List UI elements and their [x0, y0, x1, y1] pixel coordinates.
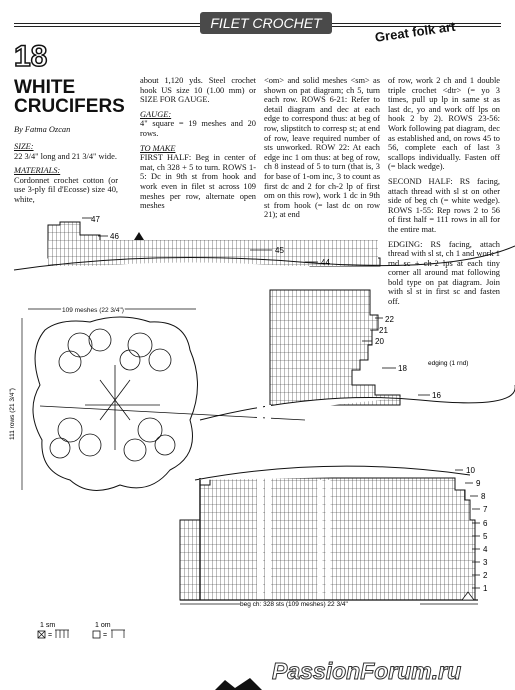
size-heading: SIZE:: [14, 142, 34, 151]
gauge-text: 4" square = 19 meshes and 20 rows.: [140, 119, 256, 138]
row-number-47: 47: [91, 215, 100, 224]
stitch-legend: [38, 622, 125, 639]
rows-23-56-text: of row, work 2 ch and 1 double triple crochet <dtr> (= yo 3 times, pull up lp in same st as last dc, yo and work off lps on hook 2 by 2). ROWS 23-56: Work following pat diagram, dec as established and, on rows 45 to 56, complete each of last 3 scallops individually. Fasten off (= black wedge).: [388, 76, 500, 172]
materials-text: Cordonnet crochet cotton (or use 3-ply fil d'Ecosse) size 40, white,: [14, 175, 118, 204]
legend-sm-eq: =: [48, 632, 53, 639]
legend-om-label: 1 om: [95, 622, 111, 629]
size-text: 22 3/4" long and 21 3/4" wide.: [14, 151, 117, 161]
row-number-21: 21: [379, 326, 388, 335]
open-mesh-symbol: [93, 631, 100, 638]
row-number-3: 3: [483, 558, 488, 567]
title-line-1: WHITE: [14, 77, 76, 98]
row-number-10: 10: [466, 466, 475, 475]
row-number-46: 46: [110, 232, 119, 241]
watermark: PassionForum.ru: [272, 658, 462, 684]
row-number-20: 20: [375, 337, 384, 346]
height-label: 111 rows (21 3/4"): [9, 388, 16, 440]
row-number-7: 7: [483, 505, 488, 514]
title-line-2: CRUCIFERS: [14, 96, 125, 117]
row-number-9: 9: [476, 479, 481, 488]
legend-sm-label: 1 sm: [40, 622, 56, 629]
row-number-44: 44: [321, 258, 330, 267]
middle-strip: [200, 290, 515, 420]
gauge-heading: GAUGE:: [140, 109, 172, 119]
row-number-6: 6: [483, 519, 488, 528]
materials-cont: about 1,120 yds. Steel crochet hook US size 10 (1.00 mm) or SIZE FOR GAUGE.: [140, 76, 256, 105]
beg-chain-label: beg ch: 328 sts (109 meshes) 22 3/4": [240, 601, 348, 608]
to-make-heading: TO MAKE: [140, 143, 176, 153]
materials-heading: MATERIALS:: [14, 166, 61, 176]
row-number-1: 1: [483, 584, 488, 593]
row-number-8: 8: [481, 492, 486, 501]
edging-label: edging (1 rnd): [428, 360, 469, 367]
row-number-22: 22: [385, 315, 394, 324]
top-strip: [14, 215, 515, 275]
solid-mesh-stitches: [55, 630, 69, 638]
row-number-4: 4: [483, 545, 488, 554]
tagline: Great folk art: [374, 18, 457, 45]
bottom-strip: [180, 405, 488, 670]
row-number-18: 18: [398, 364, 407, 373]
section-banner: FILET CROCHET: [200, 12, 332, 34]
open-mesh-stitches: [111, 630, 125, 638]
fasten-off-wedge: [134, 232, 144, 240]
author: By Fatma Ozcan: [14, 125, 71, 134]
second-half-text: SECOND HALF: RS facing, attach thread with sl st on other side of beg ch (= white wedge). ROWS 1-55: Rep rows 2 to 56 of first half = 111 rows in all for the entire mat.: [388, 176, 500, 234]
legend-om-eq: =: [103, 632, 108, 639]
width-label: 109 meshes (22 3/4"): [62, 307, 124, 314]
edging-text: EDGING: RS facing, attach thread with sl st, ch 1 and work 1 rnd sc + ch-2 lps at each tiny corner all around mat following bold type on pat diagram. Join with sl st in first sc and fasten off.: [388, 239, 500, 307]
page-bottom-ornament: [215, 678, 262, 690]
row-number-16: 16: [432, 391, 441, 400]
rows-text: <om> and solid meshes <sm> as shown on pat diagram; ch 5, turn each row. ROWS 6-21: Refer to detail diagram and dec at each edge to correspond thus: at beg of row, slipstitch to corresp st; at end of row, leave required number of sts unworked. ROW 22: At each edge inc 1 om thus: at beg of row, ch 8 instead of 5 to turn (that is, 3 for base of 1-om inc, 3 to count as first dc and 2 for ch-2 lp of first om on this row), work 1 dc in 9th st from hook (= last dc on row 21); at end: [264, 76, 380, 220]
row-number-2: 2: [483, 571, 488, 580]
pattern-number: 18: [14, 40, 48, 73]
to-make-text: FIRST HALF: Beg in center of mat, ch 328 + 5 to turn. ROWS 1-5: Dc in 9th st from hook and work even in filet st across 109 meshes per row, alternate open meshes: [140, 153, 256, 211]
row-number-45: 45: [275, 246, 284, 255]
row-number-5: 5: [483, 532, 488, 541]
